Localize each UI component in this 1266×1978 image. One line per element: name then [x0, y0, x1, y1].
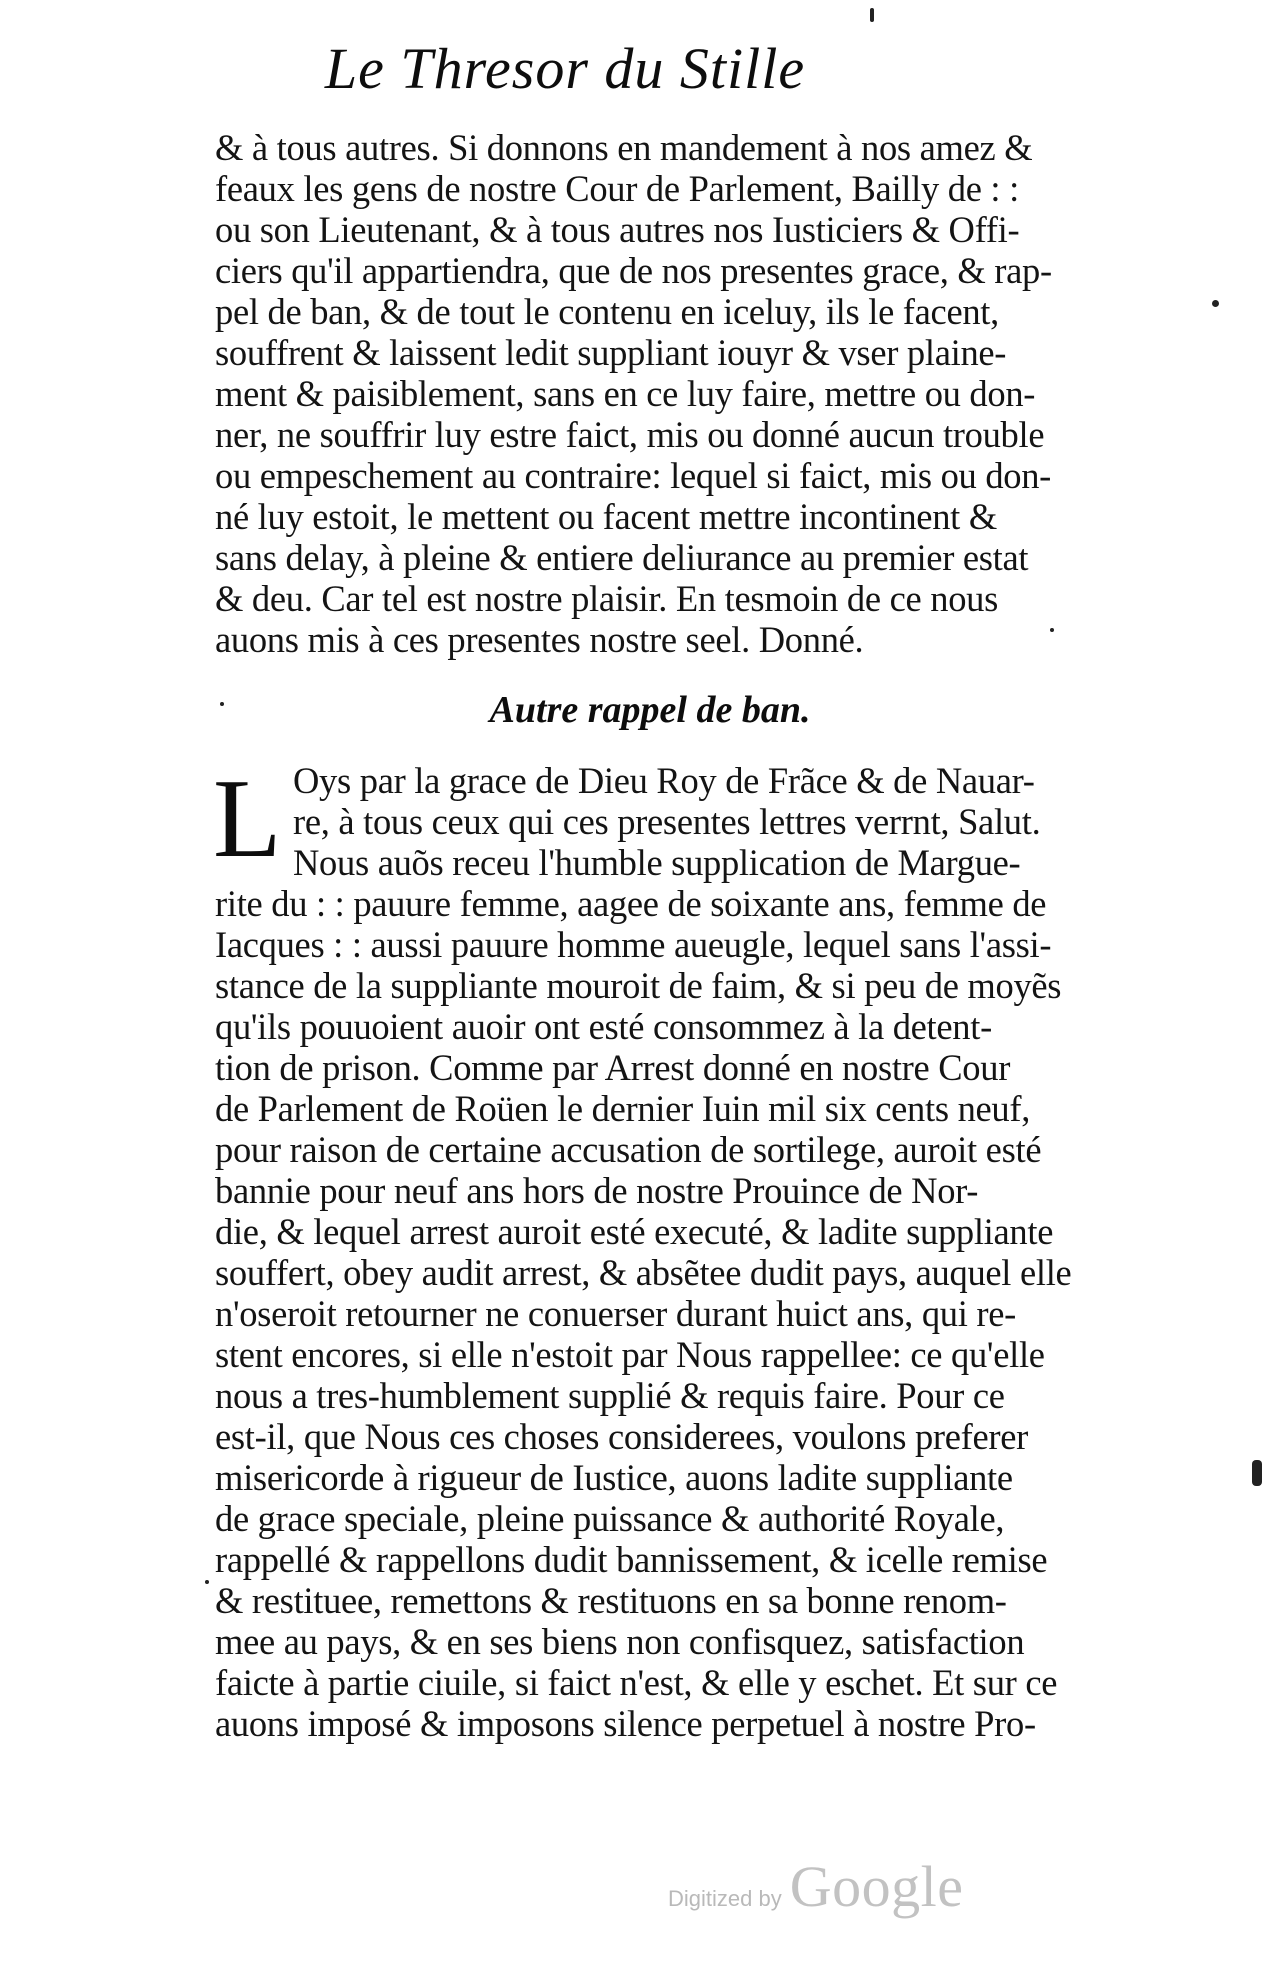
section-heading: Autre rappel de ban. [489, 689, 811, 731]
scan-speck [870, 8, 874, 22]
text-line: nous a tres-humblement supplié & requis faire. Pour ce [215, 1375, 1005, 1416]
scan-speck [1212, 300, 1219, 307]
paragraph-2 [213, 757, 1085, 1744]
text-line: de grace speciale, pleine puissance & authorité Royale, [215, 1498, 1005, 1539]
drop-cap: L [213, 757, 282, 881]
text-line: mee au pays, & en ses biens non confisquez, satisfaction [215, 1621, 1025, 1662]
text-line: ou empeschement au contraire: lequel si faict, mis ou don- [215, 455, 1052, 496]
text-line: ou son Lieutenant, & à tous autres nos Iusticiers & Offi- [215, 209, 1020, 250]
text-line: bannie pour neuf ans hors de nostre Prouince de Nor- [215, 1170, 979, 1211]
text-line: stance de la suppliante mouroit de faim, & si peu de moyẽs [215, 965, 1062, 1006]
text-line: ciers qu'il appartiendra, que de nos presentes grace, & rap- [215, 250, 1052, 291]
text-line: ner, ne souffrir luy estre faict, mis ou donné aucun trouble [215, 414, 1045, 455]
text-line: die, & lequel arrest auroit esté executé, & ladite suppliante [215, 1211, 1054, 1252]
text-line: & à tous autres. Si donnons en mandement à nos amez & [215, 127, 1033, 168]
text-line: ment & paisiblement, sans en ce luy faire, mettre ou don- [215, 373, 1036, 414]
text-line: misericorde à rigueur de Iustice, auons ladite suppliante [215, 1457, 1013, 1498]
text-line: sans delay, à pleine & entiere deliurance au premier estat [215, 537, 1029, 578]
scan-speck [205, 1580, 209, 1584]
text-line: & restituee, remettons & restituons en sa bonne renom- [215, 1580, 1007, 1621]
scan-speck [1252, 1460, 1262, 1486]
running-head: Le Thresor du Stille [324, 36, 806, 101]
digitized-by-google-watermark [668, 1853, 963, 1920]
text-line: & deu. Car tel est nostre plaisir. En tesmoin de ce nous [215, 578, 998, 619]
text-line: qu'ils pouuoient auoir ont esté consommez à la detent- [215, 1006, 992, 1047]
text-line: pour raison de certaine accusation de sortilege, auroit esté [215, 1129, 1042, 1170]
text-line: Iacques : : aussi pauure homme aueugle, lequel sans l'assi- [215, 924, 1052, 965]
text-line: stent encores, si elle n'estoit par Nous rappellee: ce qu'elle [215, 1334, 1045, 1375]
text-line: tion de prison. Comme par Arrest donné en nostre Cour [215, 1047, 1011, 1088]
watermark-prefix: Digitized by [668, 1886, 782, 1911]
text-line: est-il, que Nous ces choses considerees, voulons preferer [215, 1416, 1029, 1457]
scan-speck [1050, 628, 1054, 632]
text-line: auons imposé & imposons silence perpetuel à nostre Pro- [215, 1703, 1036, 1744]
text-line: né luy estoit, le mettent ou facent mettre incontinent & [215, 496, 997, 537]
google-logo: Google [789, 1854, 964, 1919]
text-line: auons mis à ces presentes nostre seel. Donné. [215, 619, 864, 660]
text-line: re, à tous ceux qui ces presentes lettres verrnt, Salut. [293, 801, 1041, 842]
text-line: Oys par la grace de Dieu Roy de Frãce & de Nauar- [293, 760, 1035, 801]
text-line: Nous auõs receu l'humble supplication de Margue- [293, 842, 1021, 883]
text-line: rappellé & rappellons dudit bannissement, & icelle remise [215, 1539, 1048, 1580]
text-line: souffrent & laissent ledit suppliant iouyr & vser plaine- [215, 332, 1007, 373]
scan-speck [220, 702, 224, 706]
text-line: souffert, obey audit arrest, & absẽtee dudit pays, auquel elle [215, 1252, 1072, 1293]
text-line: rite du : : pauure femme, aagee de soixante ans, femme de [215, 883, 1047, 924]
text-line: n'oseroit retourner ne conuerser durant huict ans, qui re- [215, 1293, 1016, 1334]
text-line: pel de ban, & de tout le contenu en iceluy, ils le facent, [215, 291, 999, 332]
text-line: feaux les gens de nostre Cour de Parlement, Bailly de : : [215, 168, 1019, 209]
text-line: faicte à partie ciuile, si faict n'est, & elle y eschet. Et sur ce [215, 1662, 1058, 1703]
paragraph-1 [215, 127, 1085, 660]
text-line: de Parlement de Roüen le dernier Iuin mil six cents neuf, [215, 1088, 1031, 1129]
